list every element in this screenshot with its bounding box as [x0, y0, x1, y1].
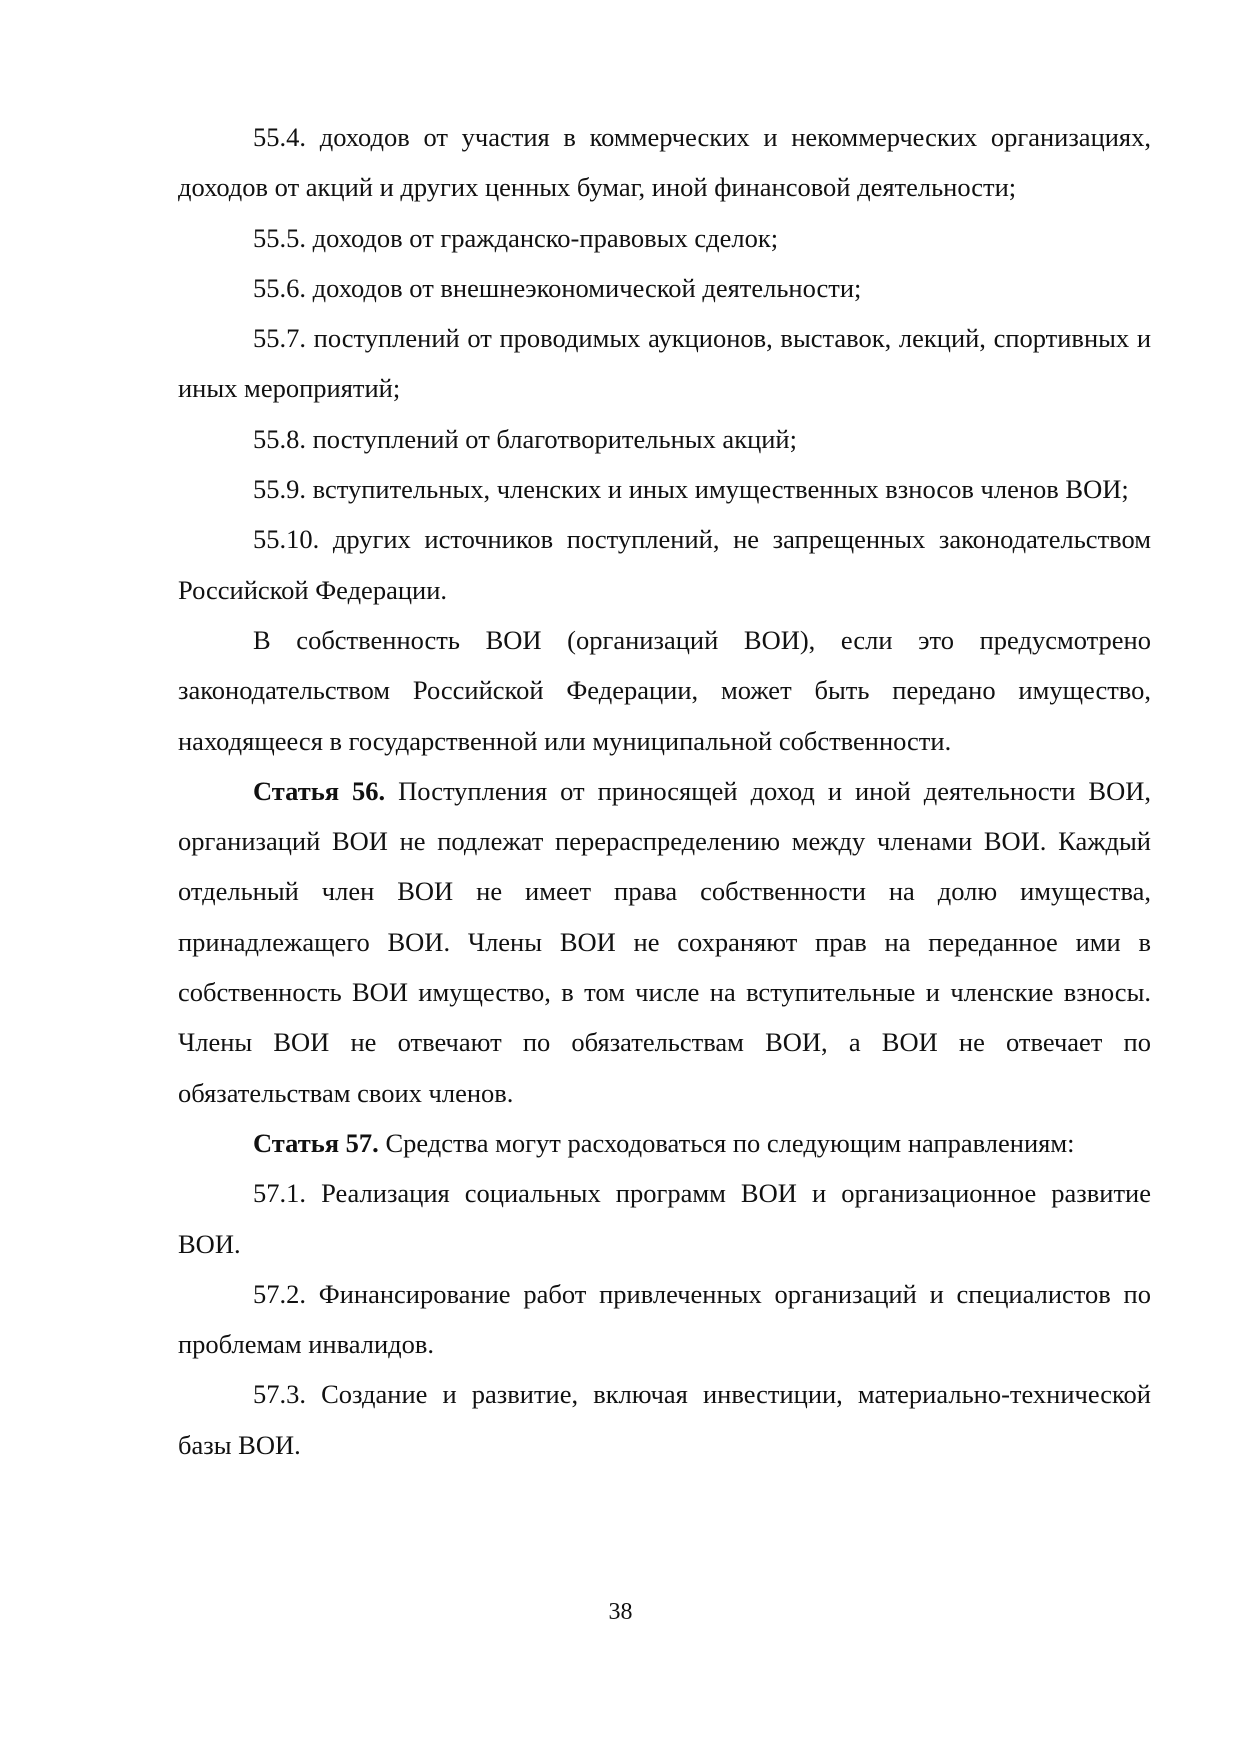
paragraph-article-57: [178, 1118, 1151, 1168]
paragraph-text: 55.7. поступлений от проводимых аукционов, выставок, лекций, спортивных и иных мероприятий;: [178, 323, 1151, 404]
paragraph-text: 55.4. доходов от участия в коммерческих и некоммерческих организациях, доходов от акций и других ценных бумаг, иной финансовой деятельности;: [178, 122, 1151, 203]
paragraph-57-3: [178, 1369, 1151, 1470]
paragraph-text: 57.3. Создание и развитие, включая инвестиции, материально-технической базы ВОИ.: [178, 1379, 1151, 1460]
paragraph-text: 55.6. доходов от внешнеэкономической деятельности;: [253, 272, 862, 303]
paragraph-55-8: [178, 414, 1151, 464]
page-number: 38: [608, 1599, 633, 1625]
paragraph-text: 55.10. других источников поступлений, не запрещенных законодательством Российской Федерации.: [178, 524, 1151, 605]
paragraph-57-1: [178, 1168, 1151, 1269]
paragraph-55-6: [178, 263, 1151, 313]
paragraph-text: Средства могут расходоваться по следующим направлениям:: [378, 1127, 1075, 1158]
paragraph-article-56: [178, 766, 1151, 1118]
document-body: [178, 112, 1151, 1470]
paragraph-text: 55.8. поступлений от благотворительных акций;: [253, 423, 797, 454]
paragraph-property-transfer: [178, 615, 1151, 766]
paragraph-57-2: [178, 1269, 1151, 1370]
paragraph-text: Поступления от приносящей доход и иной деятельности ВОИ, организаций ВОИ не подлежат перераспределению между членами ВОИ. Каждый отдельный член ВОИ не имеет права собственности на долю имущества, принадлежащего ВОИ. Члены ВОИ не сохраняют прав на переданное ими в собственность ВОИ имущество, в том числе на вступительные и членские взносы. Члены ВОИ не отвечают по обязательствам ВОИ, а ВОИ не отвечает по обязательствам своих членов.: [178, 775, 1151, 1108]
paragraph-55-10: [178, 514, 1151, 615]
paragraph-text: В собственность ВОИ (организаций ВОИ), если это предусмотрено законодательством Российской Федерации, может быть передано имущество, находящееся в государственной или муниципальной собственности.: [178, 624, 1151, 756]
paragraph-55-9: [178, 464, 1151, 514]
paragraph-text: 55.9. вступительных, членских и иных имущественных взносов членов ВОИ;: [253, 474, 1129, 505]
paragraph-text: 55.5. доходов от гражданско-правовых сделок;: [253, 222, 779, 253]
paragraph-55-4: [178, 112, 1151, 213]
paragraph-text: 57.2. Финансирование работ привлеченных организаций и специалистов по проблемам инвалидов.: [178, 1278, 1151, 1360]
paragraph-text: 57.1. Реализация социальных программ ВОИ и организационное развитие ВОИ.: [178, 1178, 1151, 1259]
paragraph-55-7: [178, 313, 1151, 414]
paragraph-55-5: [178, 213, 1151, 263]
article-heading: Статья 56.: [253, 775, 386, 806]
article-heading: Статья 57.: [253, 1127, 379, 1158]
